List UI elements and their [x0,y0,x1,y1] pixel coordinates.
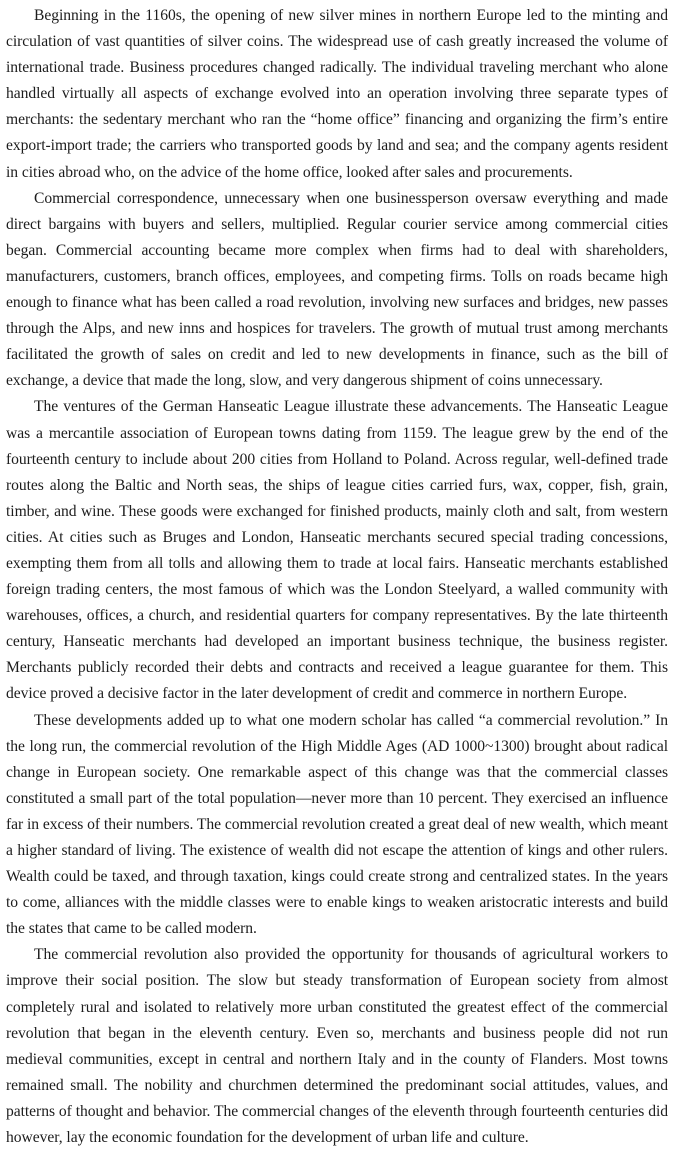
paragraph-social-position: The commercial revolution also provided the opportunity for thousands of agricultural workers to improve their social position. The slow but steady transformation of European society from almost completely rural and isolated to relatively more urban constituted the greatest effect of the commercial revolution that began in the eleventh century. Even so, merchants and business people did not run medieval communities, except in central and northern Italy and in the county of Flanders. Most towns remained small. The nobility and churchmen determined the predominant social attitudes, values, and patterns of thought and behavior. The commercial changes of the eleventh through fourteenth centuries did however, lay the economic foundation for the development of urban life and culture. [6,946,668,1147]
paragraph-commercial-revolution: These developments added up to what one modern scholar has called “a commercial revolution.” In the long run, the commercial revolution of the High Middle Ages (AD 1000~1300) brought about radical change in European society. One remarkable aspect of this change was that the commercial classes constituted a small part of the total population—never more than 10 percent. They exercised an influence far in excess of their numbers. The commercial revolution created a great deal of new wealth, which meant a higher standard of living. The existence of wealth did not escape the attention of kings and other rulers. Wealth could be taxed, and through taxation, kings could create strong and centralized states. In the years to come, alliances with the middle classes were to enable kings to weaken aristocratic interests and build the states that came to be called modern. [6,711,668,938]
paragraph-commercial-correspondence: Commercial correspondence, unnecessary when one businessperson oversaw everything and made direct bargains with buyers and sellers, multiplied. Regular courier service among commercial cities began. Commercial accounting became more complex when firms had to deal with shareholders, manufacturers, customers, branch offices, employees, and competing firms. Tolls on roads became high enough to finance what has been called a road revolution, involving new surfaces and bridges, new passes through the Alps, and new inns and hospices for travelers. The growth of mutual trust among merchants facilitated the growth of sales on credit and led to new developments in finance, such as the bill of exchange, a device that made the long, slow, and very dangerous shipment of coins unnecessary. [6,189,668,390]
paragraph-silver-mines: Beginning in the 1160s, the opening of new silver mines in northern Europe led to the minting and circulation of vast quantities of silver coins. The widespread use of cash greatly increased the volume of international trade. Business procedures changed radically. The individual traveling merchant who alone handled virtually all aspects of exchange evolved into an operation involving three separate types of merchants: the sedentary merchant who ran the “home office” financing and organizing the firm’s entire export-import trade; the carriers who transported goods by land and sea; and the company agents resident in cities abroad who, on the advice of the home office, looked after sales and procurements. [6,7,668,181]
paragraph-hanseatic-league: The ventures of the German Hanseatic League illustrate these advancements. The Hanseatic League was a mercantile association of European towns dating from 1159. The league grew by the end of the fourteenth century to include about 200 cities from Holland to Poland. Across regular, well-defined trade routes along the Baltic and North seas, the ships of league cities carried furs, wax, copper, fish, grain, timber, and wine. These goods were exchanged for finished products, mainly cloth and salt, from western cities. At cities such as Bruges and London, Hanseatic merchants secured special trading concessions, exempting them from all tolls and allowing them to trade at local fairs. Hanseatic merchants established foreign trading centers, the most famous of which was the London Steelyard, a walled community with warehouses, offices, a church, and residential quarters for company representatives. By the late thirteenth century, Hanseatic merchants had developed an important business technique, the business register. Merchants publicly recorded their debts and contracts and received a league guarantee for them. This device proved a decisive factor in the later development of credit and commerce in northern Europe. [6,398,668,703]
